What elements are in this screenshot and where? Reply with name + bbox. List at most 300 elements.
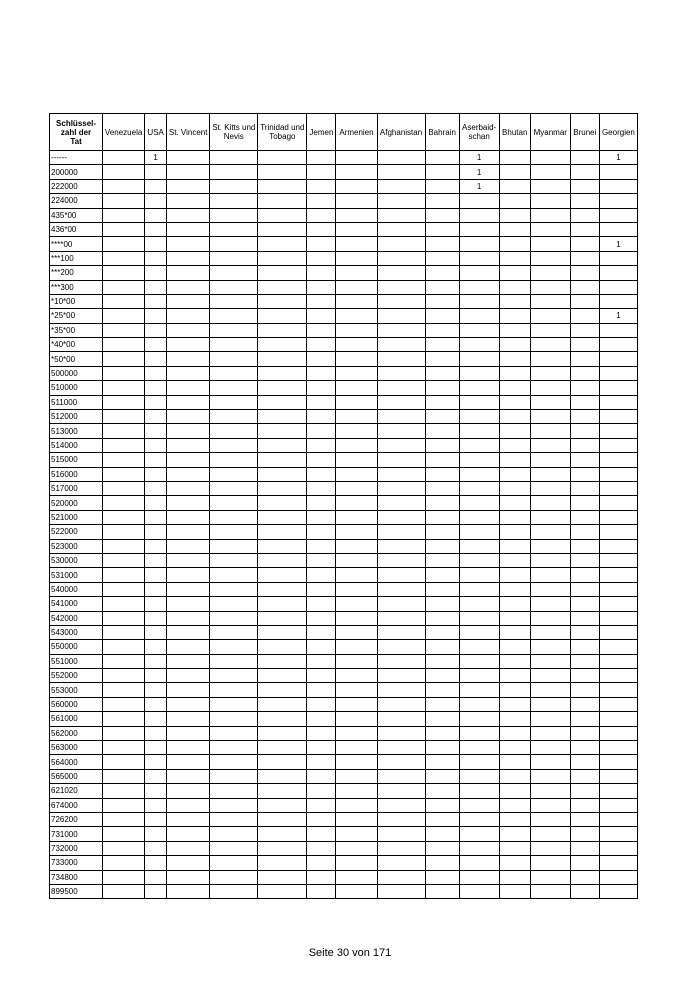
table-cell — [336, 812, 377, 826]
page-number: Seite 30 von 171 — [308, 947, 392, 959]
table-cell — [530, 467, 570, 481]
table-cell — [499, 338, 530, 352]
table-cell — [377, 410, 425, 424]
table-cell — [307, 784, 336, 798]
table-cell — [377, 553, 425, 567]
table-cell — [336, 597, 377, 611]
table-cell — [167, 165, 210, 179]
table-cell — [530, 697, 570, 711]
table-cell — [103, 539, 145, 553]
table-cell — [258, 784, 307, 798]
table-cell — [103, 410, 145, 424]
table-cell — [499, 438, 530, 452]
table-row — [50, 338, 638, 352]
table-cell — [599, 395, 637, 409]
table-cell — [210, 510, 258, 524]
table-row — [50, 769, 638, 783]
table-cell — [145, 712, 167, 726]
table-cell — [103, 237, 145, 251]
table-cell — [258, 640, 307, 654]
table-cell — [425, 669, 459, 683]
table-cell — [336, 697, 377, 711]
row-key-cell: 516000 — [50, 467, 103, 481]
table-cell — [530, 338, 570, 352]
table-row — [50, 582, 638, 596]
table-cell — [530, 165, 570, 179]
table-cell — [336, 208, 377, 222]
table-cell — [258, 280, 307, 294]
column-header: Georgien — [599, 114, 637, 151]
table-cell — [167, 237, 210, 251]
table-cell — [210, 654, 258, 668]
table-cell — [210, 870, 258, 884]
table-cell — [336, 525, 377, 539]
table-cell — [167, 453, 210, 467]
table-cell — [599, 841, 637, 855]
table-cell — [377, 683, 425, 697]
table-cell — [336, 841, 377, 855]
table-cell — [425, 784, 459, 798]
table-cell — [530, 712, 570, 726]
row-key-cell: 511000 — [50, 395, 103, 409]
table-cell — [167, 410, 210, 424]
table-cell — [377, 496, 425, 510]
table-cell — [145, 381, 167, 395]
table-cell — [459, 410, 499, 424]
table-cell — [499, 251, 530, 265]
table-cell — [258, 467, 307, 481]
table-cell — [210, 194, 258, 208]
table-cell — [377, 597, 425, 611]
table-row — [50, 510, 638, 524]
table-row — [50, 669, 638, 683]
table-cell — [499, 467, 530, 481]
table-cell — [103, 510, 145, 524]
table-cell — [425, 453, 459, 467]
table-cell — [425, 467, 459, 481]
table-row — [50, 294, 638, 308]
table-cell — [103, 827, 145, 841]
table-cell — [210, 395, 258, 409]
table-cell — [530, 741, 570, 755]
table-row — [50, 827, 638, 841]
table-cell — [103, 381, 145, 395]
table-cell — [145, 395, 167, 409]
table-row — [50, 597, 638, 611]
row-key-cell: 674000 — [50, 798, 103, 812]
table-cell — [530, 525, 570, 539]
table-cell — [425, 424, 459, 438]
table-cell — [307, 625, 336, 639]
table-cell — [167, 151, 210, 165]
table-cell — [307, 237, 336, 251]
table-cell — [459, 654, 499, 668]
table-cell — [425, 309, 459, 323]
column-header: St. Vincent — [167, 114, 210, 151]
table-cell — [145, 410, 167, 424]
table-cell — [425, 741, 459, 755]
table-cell — [570, 841, 599, 855]
row-key-cell: 543000 — [50, 625, 103, 639]
table-cell — [258, 812, 307, 826]
table-cell — [336, 467, 377, 481]
table-header-row — [50, 114, 638, 151]
table-cell — [599, 453, 637, 467]
table-cell — [530, 568, 570, 582]
table-cell — [377, 712, 425, 726]
table-cell — [103, 712, 145, 726]
table-cell — [377, 726, 425, 740]
table-cell — [377, 741, 425, 755]
table-cell — [570, 582, 599, 596]
table-cell — [570, 366, 599, 380]
table-cell — [336, 884, 377, 898]
table-cell — [336, 726, 377, 740]
table-cell — [210, 294, 258, 308]
table-cell — [570, 395, 599, 409]
table-row — [50, 179, 638, 193]
table-cell — [167, 208, 210, 222]
table-cell — [167, 481, 210, 495]
table-cell — [499, 654, 530, 668]
table-row — [50, 280, 638, 294]
table-cell — [307, 510, 336, 524]
table-cell — [167, 366, 210, 380]
table-cell — [258, 611, 307, 625]
row-key-cell: 520000 — [50, 496, 103, 510]
table-row — [50, 856, 638, 870]
table-cell — [210, 726, 258, 740]
table-cell — [599, 338, 637, 352]
table-cell — [570, 784, 599, 798]
table-cell — [459, 510, 499, 524]
table-cell — [145, 597, 167, 611]
table-cell — [377, 654, 425, 668]
table-cell — [103, 683, 145, 697]
table-cell — [377, 481, 425, 495]
table-cell — [377, 395, 425, 409]
table-body — [50, 151, 638, 899]
table-cell — [499, 208, 530, 222]
table-cell — [336, 741, 377, 755]
table-cell — [145, 870, 167, 884]
table-cell — [570, 338, 599, 352]
table-cell — [599, 597, 637, 611]
table-cell — [210, 438, 258, 452]
table-cell — [425, 481, 459, 495]
table-cell — [145, 856, 167, 870]
row-key-cell: 540000 — [50, 582, 103, 596]
table-cell — [599, 611, 637, 625]
table-cell — [377, 611, 425, 625]
table-row — [50, 553, 638, 567]
table-cell — [599, 266, 637, 280]
table-cell — [499, 884, 530, 898]
table-cell — [103, 309, 145, 323]
table-cell — [167, 784, 210, 798]
table-cell — [425, 151, 459, 165]
table-cell — [210, 266, 258, 280]
table-cell — [307, 697, 336, 711]
table-cell — [210, 179, 258, 193]
table-cell — [530, 841, 570, 855]
table-cell — [103, 654, 145, 668]
table-cell — [167, 496, 210, 510]
table-cell — [377, 467, 425, 481]
table-row — [50, 784, 638, 798]
table-cell — [570, 539, 599, 553]
table-cell — [425, 625, 459, 639]
table-cell — [377, 194, 425, 208]
table-cell — [145, 568, 167, 582]
table-cell — [599, 669, 637, 683]
row-key-cell: *35*00 — [50, 323, 103, 337]
table-cell — [530, 640, 570, 654]
table-cell — [459, 856, 499, 870]
table-cell — [210, 222, 258, 236]
table-cell — [599, 280, 637, 294]
table-cell — [336, 625, 377, 639]
table-cell — [336, 683, 377, 697]
table-cell — [336, 251, 377, 265]
table-cell — [103, 424, 145, 438]
table-cell — [145, 453, 167, 467]
table-cell — [258, 352, 307, 366]
table-cell — [570, 755, 599, 769]
table-cell — [167, 338, 210, 352]
table-cell — [258, 525, 307, 539]
table-cell — [103, 856, 145, 870]
row-key-cell: 522000 — [50, 525, 103, 539]
table-cell — [425, 712, 459, 726]
table-cell: 1 — [459, 165, 499, 179]
table-cell — [145, 741, 167, 755]
table-cell — [499, 294, 530, 308]
table-cell — [210, 553, 258, 567]
table-cell — [570, 510, 599, 524]
table-cell — [459, 769, 499, 783]
table-cell — [258, 683, 307, 697]
table-row — [50, 352, 638, 366]
table-cell — [530, 309, 570, 323]
table-cell: 1 — [599, 151, 637, 165]
table-cell — [103, 481, 145, 495]
table-cell — [599, 496, 637, 510]
table-cell — [103, 697, 145, 711]
table-cell — [336, 669, 377, 683]
table-cell — [377, 827, 425, 841]
table-cell — [258, 841, 307, 855]
table-cell — [145, 309, 167, 323]
table-cell — [377, 381, 425, 395]
table-cell — [377, 582, 425, 596]
table-cell — [336, 712, 377, 726]
table-cell — [377, 669, 425, 683]
table-cell — [377, 568, 425, 582]
column-header: Jemen — [307, 114, 336, 151]
table-cell — [336, 553, 377, 567]
table-cell — [210, 755, 258, 769]
table-cell — [377, 179, 425, 193]
table-cell — [103, 467, 145, 481]
table-cell — [599, 553, 637, 567]
table-cell — [210, 827, 258, 841]
table-cell — [425, 294, 459, 308]
table-cell — [307, 755, 336, 769]
table-cell — [530, 510, 570, 524]
table-cell — [307, 395, 336, 409]
row-key-cell: *40*00 — [50, 338, 103, 352]
table-cell — [145, 611, 167, 625]
table-cell — [167, 769, 210, 783]
table-cell — [377, 222, 425, 236]
table-cell — [425, 856, 459, 870]
table-cell — [425, 194, 459, 208]
table-cell — [145, 755, 167, 769]
table-cell — [530, 395, 570, 409]
table-row — [50, 755, 638, 769]
table-cell — [599, 870, 637, 884]
table-cell — [258, 798, 307, 812]
table-cell — [599, 208, 637, 222]
table-cell — [258, 438, 307, 452]
table-cell — [377, 309, 425, 323]
table-cell — [530, 179, 570, 193]
table-cell — [599, 697, 637, 711]
table-cell — [530, 812, 570, 826]
table-cell — [425, 395, 459, 409]
table-cell — [459, 194, 499, 208]
table-cell — [499, 669, 530, 683]
table-cell — [599, 741, 637, 755]
table-cell — [336, 755, 377, 769]
table-cell — [425, 165, 459, 179]
table-cell — [377, 856, 425, 870]
table-cell — [336, 568, 377, 582]
table-cell — [459, 453, 499, 467]
table-cell — [307, 323, 336, 337]
table-cell — [459, 237, 499, 251]
table-cell — [210, 338, 258, 352]
table-cell — [377, 812, 425, 826]
table-cell — [336, 366, 377, 380]
table-cell — [336, 410, 377, 424]
table-cell — [103, 568, 145, 582]
column-header: Venezuela — [103, 114, 145, 151]
table-cell — [570, 870, 599, 884]
table-cell — [570, 726, 599, 740]
table-cell — [377, 424, 425, 438]
table-cell — [258, 309, 307, 323]
table-cell — [499, 381, 530, 395]
table-cell — [103, 323, 145, 337]
table-cell — [307, 553, 336, 567]
table-cell — [377, 151, 425, 165]
table-cell — [530, 381, 570, 395]
table-cell — [103, 352, 145, 366]
table-cell — [167, 654, 210, 668]
table-cell — [258, 338, 307, 352]
table-cell — [599, 856, 637, 870]
table-cell — [307, 481, 336, 495]
table-cell — [425, 841, 459, 855]
table-cell — [530, 755, 570, 769]
table-cell — [599, 712, 637, 726]
table-cell — [570, 597, 599, 611]
table-cell — [103, 884, 145, 898]
table-cell — [599, 625, 637, 639]
table-cell — [167, 266, 210, 280]
table-cell — [459, 884, 499, 898]
table-cell — [570, 697, 599, 711]
table-cell — [499, 697, 530, 711]
table-cell — [167, 194, 210, 208]
table-cell — [425, 568, 459, 582]
row-key-cell: 561000 — [50, 712, 103, 726]
table-cell — [145, 251, 167, 265]
table-cell — [258, 568, 307, 582]
table-cell — [258, 179, 307, 193]
table-cell — [377, 755, 425, 769]
row-key-cell: 562000 — [50, 726, 103, 740]
table-row — [50, 640, 638, 654]
table-cell — [167, 669, 210, 683]
table-cell — [210, 582, 258, 596]
table-cell — [167, 251, 210, 265]
table-cell — [459, 381, 499, 395]
table-row — [50, 309, 638, 323]
table-cell — [210, 812, 258, 826]
table-row — [50, 697, 638, 711]
table-cell — [258, 496, 307, 510]
table-cell — [570, 553, 599, 567]
table-cell — [377, 625, 425, 639]
table-cell — [459, 741, 499, 755]
table-row — [50, 496, 638, 510]
table-cell — [336, 870, 377, 884]
table-cell — [425, 726, 459, 740]
row-key-cell: 224000 — [50, 194, 103, 208]
table-cell — [145, 496, 167, 510]
table-cell — [258, 553, 307, 567]
table-cell — [336, 424, 377, 438]
table-cell — [307, 741, 336, 755]
table-cell — [377, 323, 425, 337]
table-cell — [167, 827, 210, 841]
row-key-cell: 621020 — [50, 784, 103, 798]
table-cell — [167, 741, 210, 755]
table-cell — [210, 539, 258, 553]
row-key-cell: 565000 — [50, 769, 103, 783]
table-row — [50, 222, 638, 236]
table-cell — [459, 266, 499, 280]
table-cell — [336, 582, 377, 596]
table-cell — [425, 582, 459, 596]
table-cell — [459, 395, 499, 409]
table-cell — [103, 726, 145, 740]
table-cell — [570, 654, 599, 668]
table-cell — [307, 769, 336, 783]
table-cell — [167, 625, 210, 639]
table-cell — [499, 784, 530, 798]
row-key-cell: 530000 — [50, 553, 103, 567]
column-header: Aserbaid- schan — [459, 114, 499, 151]
table-cell — [425, 237, 459, 251]
table-cell — [307, 208, 336, 222]
table-cell — [530, 856, 570, 870]
table-cell — [307, 222, 336, 236]
table-cell — [499, 366, 530, 380]
